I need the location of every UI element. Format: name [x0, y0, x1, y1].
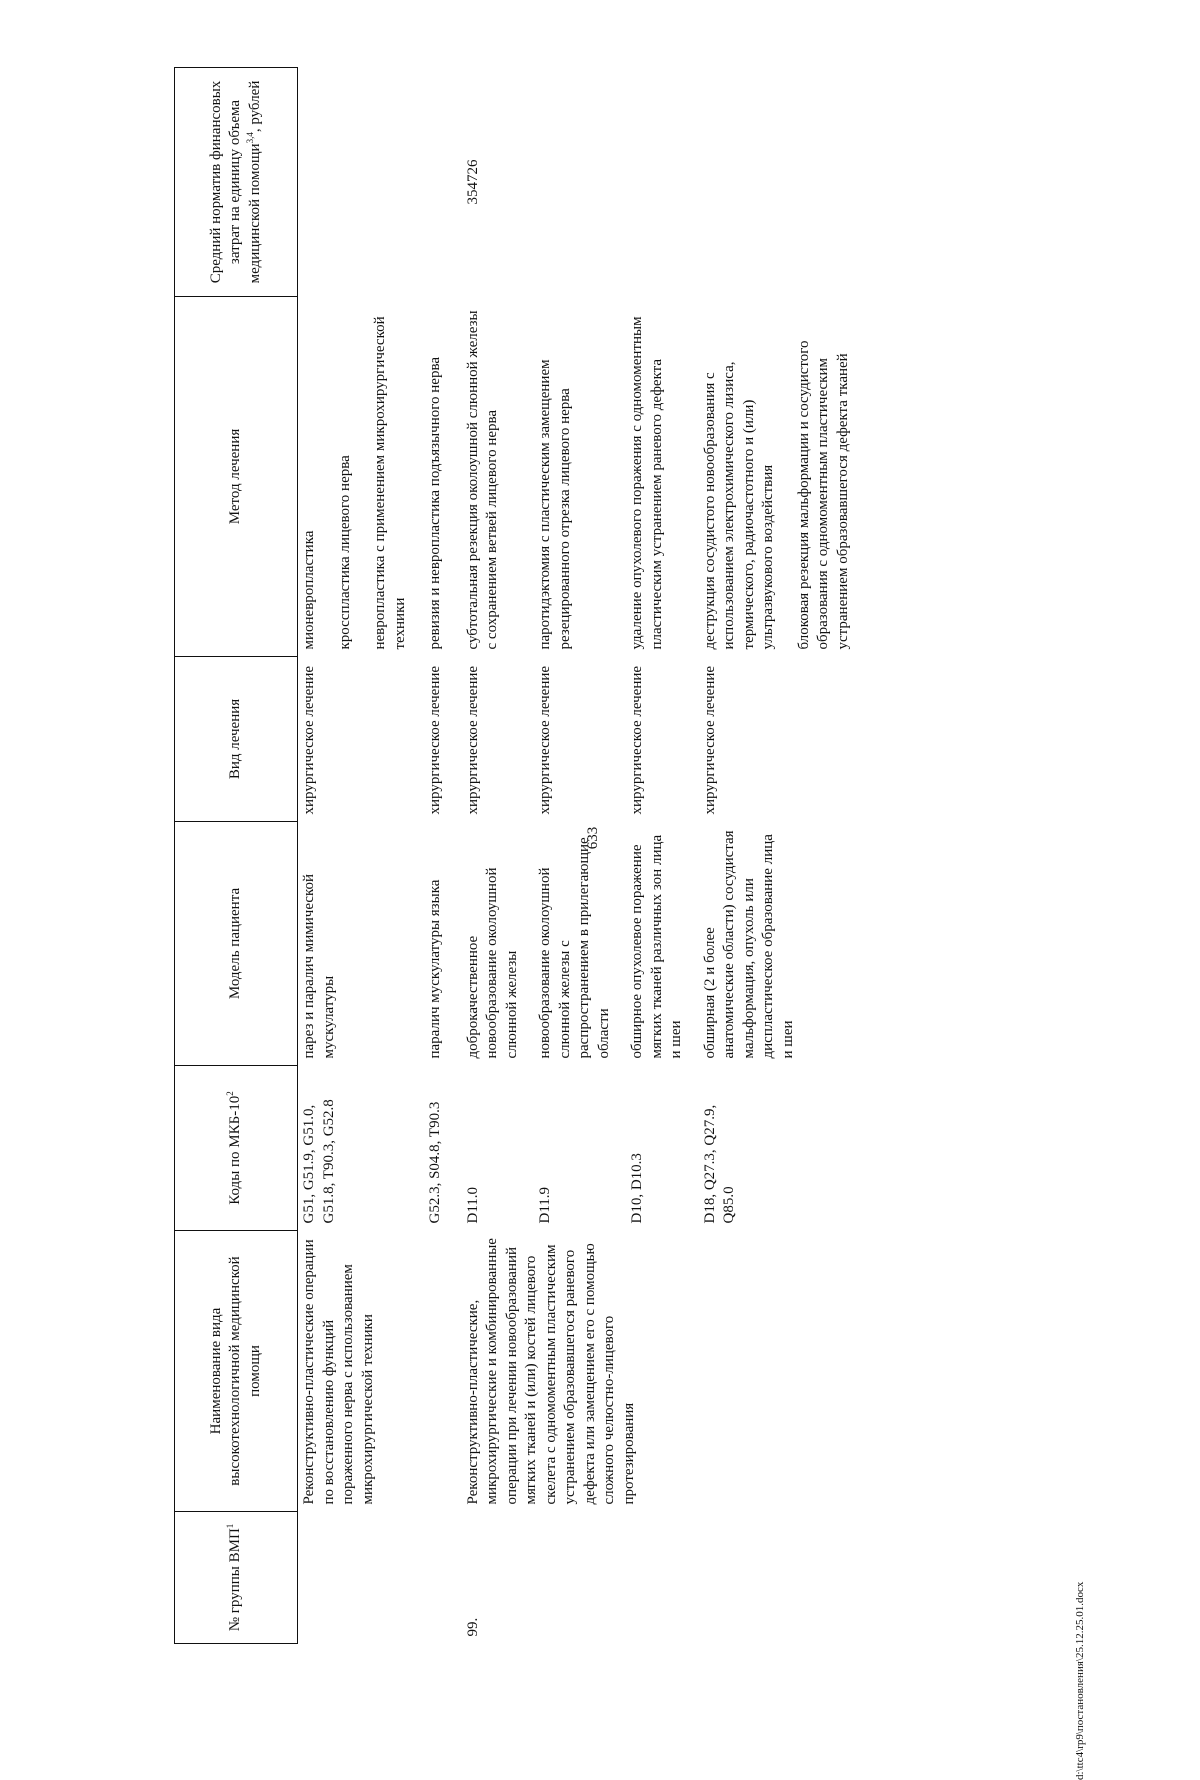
footer-file-path: d:\ttc4\rp9\постановления\25.12.25.01.docx [1074, 1581, 1086, 1780]
group-number-cell [298, 1512, 413, 1644]
patient-model-cell: парез и паралич мимической мускулатуры [301, 873, 337, 1059]
icd-codes-cell: D10, D10.3 [629, 1153, 645, 1224]
treatment-method-cell [298, 297, 413, 657]
patient-model-cell: обширная (2 и более анатомические области) сосудистая мальформация, опухоль или диспластическое образование лица и шеи [701, 830, 796, 1059]
treatment-type-cell: хирургическое лечение [301, 665, 317, 815]
treatment-method-item: кросспластика лицевого нерва [336, 455, 353, 650]
header-treatment-type: Вид лечения [175, 657, 298, 822]
header-average-cost: Средний норматив финансовых затрат на единицу объема медицинской помощи$^{3,4}$, рублей [175, 68, 298, 297]
icd-codes-cell: D11.0 [464, 1186, 481, 1224]
average-cost-cell [298, 68, 413, 297]
patient-model-cell: паралич мускулатуры языка [427, 879, 443, 1059]
header-icd-codes: Коды по МКБ-$10^2$ [175, 1066, 298, 1231]
table-header-row [175, 68, 298, 1644]
header-treatment-method: Метод лечения [175, 297, 298, 657]
table-row [298, 68, 413, 1644]
table-row [462, 68, 525, 1644]
treatment-type-cell: хирургическое лечение [701, 665, 718, 815]
treatment-method-cell: ревизия и невропластика подъязычного нерва [427, 356, 443, 650]
average-cost-cell: 354726 [464, 159, 481, 205]
patient-model-cell: новообразование околоушной слюнной железы с распространением в прилегающие области [537, 837, 612, 1059]
treatment-type-cell: хирургическое лечение [537, 665, 553, 815]
icd-codes-cell: G51, G51.9, G51.0, G51.8, T90.3, G52.8 [301, 1099, 337, 1224]
header-group-number: № группы ВМП$^1$ [175, 1512, 298, 1644]
treatment-method-cell [689, 297, 856, 657]
treatment-method-item: мионевропластика [301, 530, 317, 650]
treatment-method-cell: удаление опухолевого поражения с одномоментным пластическим устранением раневого дефекта [629, 316, 665, 650]
vmp-name-cell: Реконструктивно-пластические, микрохирургические и комбинированные операции при лечении новообразований мягких тканей и (или) костей лицевого скелета с одномоментным пластическим устранением образовавшегося раневого дефекта или замещением его с помощью сложного челюстно-лицевого протезирования [464, 1238, 637, 1505]
vmp-table [174, 67, 855, 1644]
page-number: 633 [585, 826, 601, 850]
average-cost-cell [412, 68, 448, 297]
icd-codes-cell: D11.9 [537, 1186, 553, 1224]
treatment-method-item: невропластика с применением микрохирургической техники [372, 316, 408, 650]
icd-codes-cell: D18, Q27.3, Q27.9, Q85.0 [701, 1104, 737, 1224]
icd-codes-cell: G52.3, S04.8, T90.3 [427, 1101, 443, 1224]
vmp-name-cell: Реконструктивно-пластические операции по восстановлению функций пораженного нерва с использованием микрохирургической техники [301, 1239, 376, 1505]
treatment-type-cell: хирургическое лечение [629, 665, 645, 815]
group-number-cell [412, 1512, 448, 1644]
treatment-type-cell: хирургическое лечение [464, 665, 481, 815]
patient-model-cell: доброкачественное новообразование околоушной слюнной железы [464, 867, 520, 1059]
treatment-method-cell: субтотальная резекция околоушной слюнной железы с сохранением ветвей лицевого нерва [464, 310, 500, 650]
treatment-method-item: деструкция сосудистого новообразования с использованием электрохимического лизиса, термического, радиочастотного и (или) ультразвукового воздействия [701, 361, 776, 650]
treatment-method-cell: паротидэктомия с пластическим замещением резецированного отрезка лицевого нерва [537, 359, 573, 650]
group-number-cell: 99. [464, 1617, 481, 1637]
treatment-type-cell: хирургическое лечение [427, 665, 443, 815]
patient-model-cell: обширное опухолевое поражение мягких тканей различных зон лица и шеи [629, 834, 684, 1059]
rotated-table-container [174, 68, 1200, 1644]
header-patient-model: Модель пациента [175, 822, 298, 1066]
treatment-method-item: блоковая резекция мальформации и сосудистого образования с одномоментным пластическим устранением образовавшегося дефекта тканей [795, 340, 851, 650]
header-vmp-name: Наименование вида высокотехнологичной медицинской помощи [175, 1231, 298, 1512]
